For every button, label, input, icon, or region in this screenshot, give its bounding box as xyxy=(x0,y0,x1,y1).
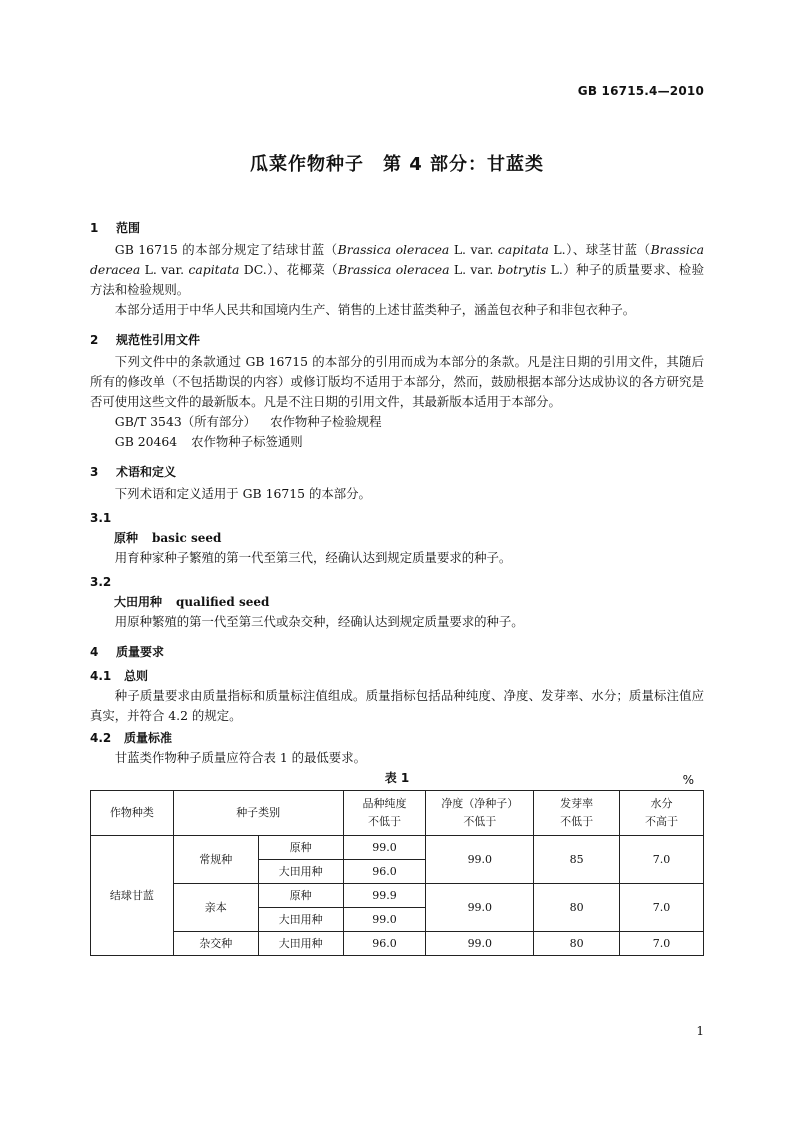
term-definition: 用原种繁殖的第一代至第三代或杂交种，经确认达到规定质量要求的种子。 xyxy=(114,614,524,629)
reference-title: 农作物种子检验规程 xyxy=(270,414,382,429)
term-definition: 用育种家种子繁殖的第一代至第三代，经确认达到规定质量要求的种子。 xyxy=(114,550,512,565)
latin-name: Brassica oleracea xyxy=(337,242,450,257)
scope-paragraph-2: 本部分适用于中华人民共和国境内生产、销售的上述甘蓝类种子，涵盖包衣种子和非包衣种子。 xyxy=(114,302,636,317)
text-run: L. var. xyxy=(140,262,189,277)
cell-purity: 96.0 xyxy=(343,932,426,956)
references-paragraph: 下列文件中的条款通过 GB 16715 的本部分的引用而成为本部分的条款。凡是注日期的引用文件，其随后所有的修改单（不包括勘误的内容）或修订版均不适用于本部分，然而，鼓励根据本部分达成协议的各方研究是否可使用这些文件的最新版本。凡是不注日期的引用文件，其最新版本适用于本部分。 xyxy=(90,354,704,409)
reference-item xyxy=(90,432,704,452)
section-2-heading xyxy=(90,330,704,350)
table-header-row xyxy=(91,791,704,836)
subsection-number: 4.2 xyxy=(90,731,112,745)
header-crop: 作物种类 xyxy=(91,791,174,836)
document-body xyxy=(90,218,704,956)
section-1-heading xyxy=(90,218,704,238)
section-number: 2 xyxy=(90,333,99,347)
term-number: 3.2 xyxy=(90,575,112,589)
header-line: 水分 xyxy=(650,797,673,810)
cell-germination: 80 xyxy=(534,932,620,956)
header-line: 净度（净种子） xyxy=(441,797,519,810)
cell-purity: 99.0 xyxy=(343,908,426,932)
cell-germination: 80 xyxy=(534,884,620,932)
cell-crop-name: 结球甘蓝 xyxy=(91,836,174,956)
latin-name: Brassica oleracea xyxy=(337,262,450,277)
latin-name: botrytis xyxy=(497,262,547,277)
text-run: L.）、球茎甘蓝（ xyxy=(548,242,651,257)
standard-code: GB 16715.4—2010 xyxy=(577,84,704,98)
section-title: 规范性引用文件 xyxy=(116,333,201,347)
section-number: 4 xyxy=(90,645,99,659)
header-moisture xyxy=(620,791,704,836)
latin-name: capitata xyxy=(188,262,240,277)
cell-subcategory: 原种 xyxy=(258,836,343,860)
text-run: L.）种子的质量要求、检验方法和检验规则。 xyxy=(90,262,704,297)
table-row xyxy=(91,932,704,956)
header-line: 不低于 xyxy=(560,815,594,828)
latin-name: capitata xyxy=(497,242,549,257)
cell-germination: 85 xyxy=(534,836,620,884)
quality-standard-paragraph: 甘蓝类作物种子质量应符合表 1 的最低要求。 xyxy=(114,750,366,765)
latin-name: Brassica deracea xyxy=(90,242,704,277)
subsection-number: 4.1 xyxy=(90,669,112,683)
header-line: 品种纯度 xyxy=(362,797,407,810)
section-title: 范围 xyxy=(116,221,141,235)
header-line: 不低于 xyxy=(367,815,401,828)
term-chinese: 大田用种 xyxy=(114,595,163,609)
header-cleanliness xyxy=(426,791,534,836)
section-title: 术语和定义 xyxy=(116,465,177,479)
table-row xyxy=(91,884,704,908)
text-run: GB 16715 的本部分规定了结球甘蓝（ xyxy=(114,242,338,257)
term-chinese: 原种 xyxy=(114,531,139,545)
header-line: 不低于 xyxy=(463,815,497,828)
header-germination xyxy=(534,791,620,836)
cell-moisture: 7.0 xyxy=(620,884,704,932)
text-run: DC.）、花椰菜（ xyxy=(239,262,338,277)
subsection-4-1-heading xyxy=(90,666,704,686)
seed-quality-table xyxy=(90,790,704,956)
term-entry xyxy=(90,592,704,612)
term-number: 3.1 xyxy=(90,511,112,525)
term-entry xyxy=(90,528,704,548)
page-number: 1 xyxy=(696,1024,704,1038)
cell-moisture: 7.0 xyxy=(620,932,704,956)
cell-purity: 99.0 xyxy=(343,836,426,860)
subsection-title: 总则 xyxy=(124,669,149,683)
cell-purity: 99.9 xyxy=(343,884,426,908)
table-unit: % xyxy=(682,773,694,787)
text-run: L. var. xyxy=(449,242,498,257)
section-title: 质量要求 xyxy=(116,645,165,659)
header-category: 种子类别 xyxy=(173,791,343,836)
cell-moisture: 7.0 xyxy=(620,836,704,884)
subsection-4-2-heading xyxy=(90,728,704,748)
table-caption: 表 1 xyxy=(384,771,410,785)
cell-subcategory: 大田用种 xyxy=(258,932,343,956)
cell-category: 杂交种 xyxy=(173,932,258,956)
cell-cleanliness: 99.0 xyxy=(426,932,534,956)
reference-code: GB/T 3543（所有部分） xyxy=(114,414,257,429)
table-caption-row xyxy=(90,768,704,788)
term-english: basic seed xyxy=(152,531,222,545)
section-3-heading xyxy=(90,462,704,482)
reference-code: GB 20464 xyxy=(114,434,178,449)
cell-cleanliness: 99.0 xyxy=(426,836,534,884)
term-english: qualified seed xyxy=(176,595,270,609)
reference-item xyxy=(90,412,704,432)
cell-cleanliness: 99.0 xyxy=(426,884,534,932)
cell-category: 常规种 xyxy=(173,836,258,884)
reference-title: 农作物种子标签通则 xyxy=(191,434,303,449)
table-row xyxy=(91,836,704,860)
section-number: 1 xyxy=(90,221,99,235)
header-purity xyxy=(343,791,426,836)
terms-intro: 下列术语和定义适用于 GB 16715 的本部分。 xyxy=(114,486,371,501)
header-line: 不高于 xyxy=(645,815,679,828)
cell-subcategory: 大田用种 xyxy=(258,860,343,884)
cell-category: 亲本 xyxy=(173,884,258,932)
subsection-title: 质量标准 xyxy=(124,731,173,745)
text-run: L. var. xyxy=(449,262,498,277)
cell-purity: 96.0 xyxy=(343,860,426,884)
document-title: 瓜菜作物种子 第 4 部分：甘蓝类 xyxy=(249,154,545,175)
cell-subcategory: 大田用种 xyxy=(258,908,343,932)
scope-paragraph-1 xyxy=(90,240,704,300)
header-line: 发芽率 xyxy=(560,797,594,810)
general-paragraph: 种子质量要求由质量指标和质量标注值组成。质量指标包括品种纯度、净度、发芽率、水分；质量标注值应真实，并符合 4.2 的规定。 xyxy=(90,688,704,723)
cell-subcategory: 原种 xyxy=(258,884,343,908)
section-number: 3 xyxy=(90,465,99,479)
section-4-heading xyxy=(90,642,704,662)
